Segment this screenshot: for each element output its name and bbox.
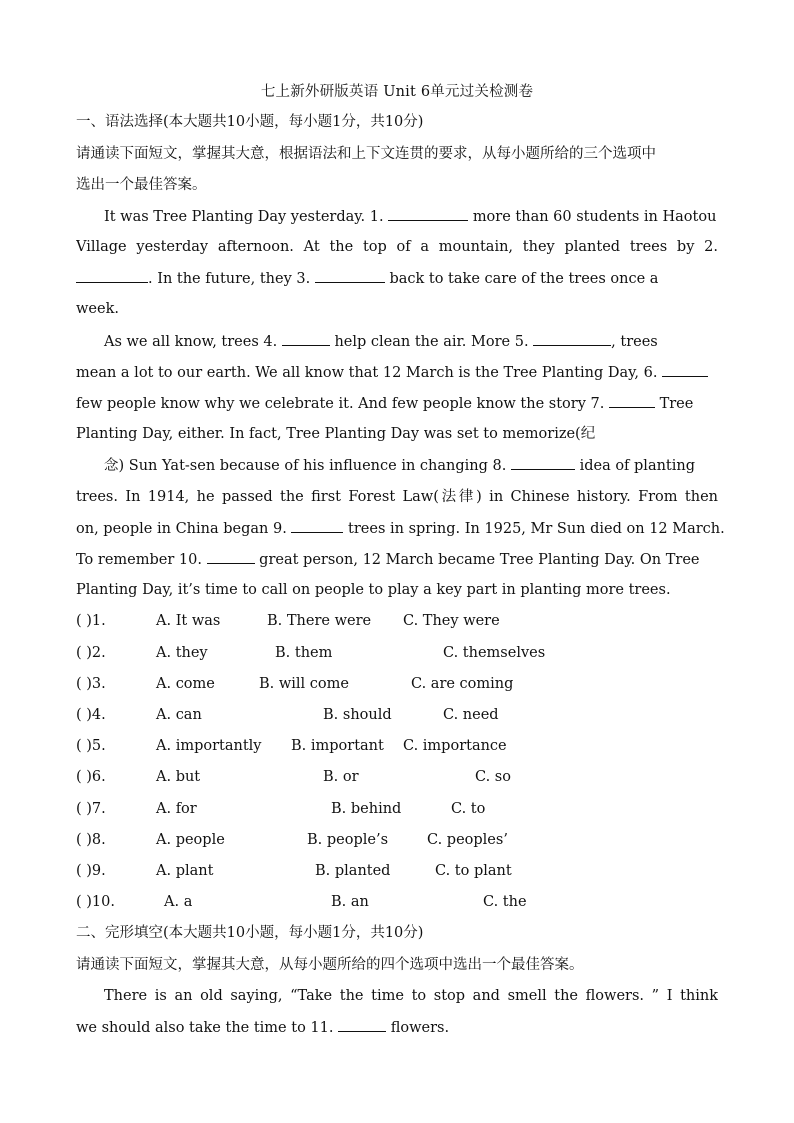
option-b[interactable]: B. people’s	[307, 832, 389, 848]
passage-line	[104, 455, 718, 476]
option-c[interactable]: C. the	[483, 894, 527, 910]
passage-text: Village yesterday afternoon. At the top of a mountain, they planted trees by 2.	[76, 239, 718, 255]
passage-line	[104, 986, 718, 1006]
answer-blank	[315, 268, 385, 283]
passage-line	[76, 1017, 718, 1038]
option-c[interactable]: C. need	[443, 707, 499, 723]
option-c[interactable]: C. to	[451, 801, 486, 817]
passage-text: we should also take the time to 11.	[76, 1020, 334, 1036]
section2-heading: 二、完形填空(本大题共10小题，每小题1分，共10分)	[76, 925, 424, 941]
passage-text: idea of planting	[579, 458, 696, 474]
option-c[interactable]: C. are coming	[411, 676, 514, 692]
passage-text: There is an old saying, “Take the time to stop and smell the flowers. ” I think	[104, 988, 718, 1004]
passage-line	[76, 268, 718, 289]
question-number[interactable]: ( )4.	[76, 707, 106, 723]
answer-blank	[609, 393, 655, 408]
option-b[interactable]: B. planted	[315, 863, 391, 879]
option-a[interactable]: A. for	[156, 801, 197, 817]
passage-line	[104, 331, 718, 352]
section1-instruction-line1: 请通读下面短文，掌握其大意，根据语法和上下文连贯的要求，从每小题所给的三个选项中	[76, 146, 656, 162]
question-number[interactable]: ( )3.	[76, 676, 106, 692]
question-number[interactable]: ( )8.	[76, 832, 106, 848]
option-a[interactable]: A. people	[156, 832, 225, 848]
passage-text: great person, 12 March became Tree Planting Day. On Tree	[259, 552, 700, 568]
option-b[interactable]: B. behind	[331, 801, 402, 817]
passage-line	[104, 206, 718, 227]
passage-text: few people know why we celebrate it. And few people know the story 7.	[76, 396, 605, 412]
answer-blank	[533, 331, 611, 346]
passage-text: help clean the air. More 5.	[334, 334, 529, 350]
answer-blank	[207, 549, 255, 564]
question-number[interactable]: ( )5.	[76, 738, 106, 754]
question-number[interactable]: ( )9.	[76, 863, 106, 879]
passage-line	[76, 393, 718, 414]
passage-line	[76, 518, 725, 539]
passage-text: back to take care of the trees once a	[389, 271, 659, 287]
question-number[interactable]: ( )6.	[76, 769, 106, 785]
option-b[interactable]: B. important	[291, 738, 384, 754]
page-title: 七上新外研版英语 Unit 6单元过关检测卷	[260, 84, 534, 100]
passage-text: trees. In 1914, he passed the first Forest Law(法律) in Chinese history. From then	[76, 489, 718, 505]
passage-text: Tree	[659, 396, 694, 412]
answer-blank	[282, 331, 330, 346]
option-c[interactable]: C. themselves	[443, 645, 546, 661]
question-number[interactable]: ( )7.	[76, 801, 106, 817]
passage-text: on, people in China began 9.	[76, 521, 287, 537]
option-b[interactable]: B. There were	[267, 613, 372, 629]
passage-line	[76, 487, 718, 507]
question-number[interactable]: ( )1.	[76, 613, 106, 629]
option-a[interactable]: A. they	[156, 645, 208, 661]
section1-heading: 一、语法选择(本大题共10小题，每小题1分，共10分)	[76, 114, 424, 130]
option-b[interactable]: B. them	[275, 645, 333, 661]
passage-line: Planting Day, either. In fact, Tree Planting Day was set to memorize(纪	[76, 426, 596, 442]
answer-blank	[662, 362, 708, 377]
option-a[interactable]: A. a	[164, 894, 193, 910]
option-c[interactable]: C. importance	[403, 738, 507, 754]
question-number[interactable]: ( )2.	[76, 645, 106, 661]
passage-line	[76, 237, 718, 257]
option-b[interactable]: B. will come	[259, 676, 349, 692]
option-a[interactable]: A. importantly	[156, 738, 262, 754]
passage-text: more than 60 students in Haotou	[472, 209, 717, 225]
passage-text: flowers.	[390, 1020, 450, 1036]
option-c[interactable]: C. They were	[403, 613, 500, 629]
option-c[interactable]: C. peoples’	[427, 832, 508, 848]
passage-text: , trees	[611, 334, 658, 350]
option-a[interactable]: A. but	[156, 769, 201, 785]
option-b[interactable]: B. an	[331, 894, 369, 910]
passage-text: To remember 10.	[76, 552, 202, 568]
option-c[interactable]: C. so	[475, 769, 511, 785]
answer-blank	[511, 455, 575, 470]
option-a[interactable]: A. come	[156, 676, 215, 692]
option-a[interactable]: A. can	[156, 707, 202, 723]
section1-instruction-line2: 选出一个最佳答案。	[76, 177, 207, 193]
passage-text: As we all know, trees 4.	[104, 334, 278, 350]
answer-blank	[291, 518, 343, 533]
option-a[interactable]: A. It was	[156, 613, 221, 629]
option-a[interactable]: A. plant	[156, 863, 214, 879]
passage-text: mean a lot to our earth. We all know that 12 March is the Tree Planting Day, 6.	[76, 365, 658, 381]
passage-line	[76, 549, 718, 570]
passage-line	[76, 362, 718, 383]
passage-line: week.	[76, 301, 119, 317]
passage-text: It was Tree Planting Day yesterday. 1.	[104, 209, 384, 225]
passage-line: Planting Day, it’s time to call on people to play a key part in planting more trees.	[76, 582, 671, 598]
answer-blank	[76, 268, 148, 283]
option-b[interactable]: B. should	[323, 707, 392, 723]
passage-text: trees in spring. In 1925, Mr Sun died on 12 March.	[348, 521, 725, 537]
answer-blank	[388, 206, 468, 221]
option-b[interactable]: B. or	[323, 769, 359, 785]
option-c[interactable]: C. to plant	[435, 863, 512, 879]
section2-instruction: 请通读下面短文，掌握其大意，从每小题所给的四个选项中选出一个最佳答案。	[76, 957, 584, 973]
question-number[interactable]: ( )10.	[76, 894, 115, 910]
passage-text: . In the future, they 3.	[148, 271, 311, 287]
passage-text: 念) Sun Yat-sen because of his influence in changing 8.	[104, 458, 507, 474]
answer-blank	[338, 1017, 386, 1032]
